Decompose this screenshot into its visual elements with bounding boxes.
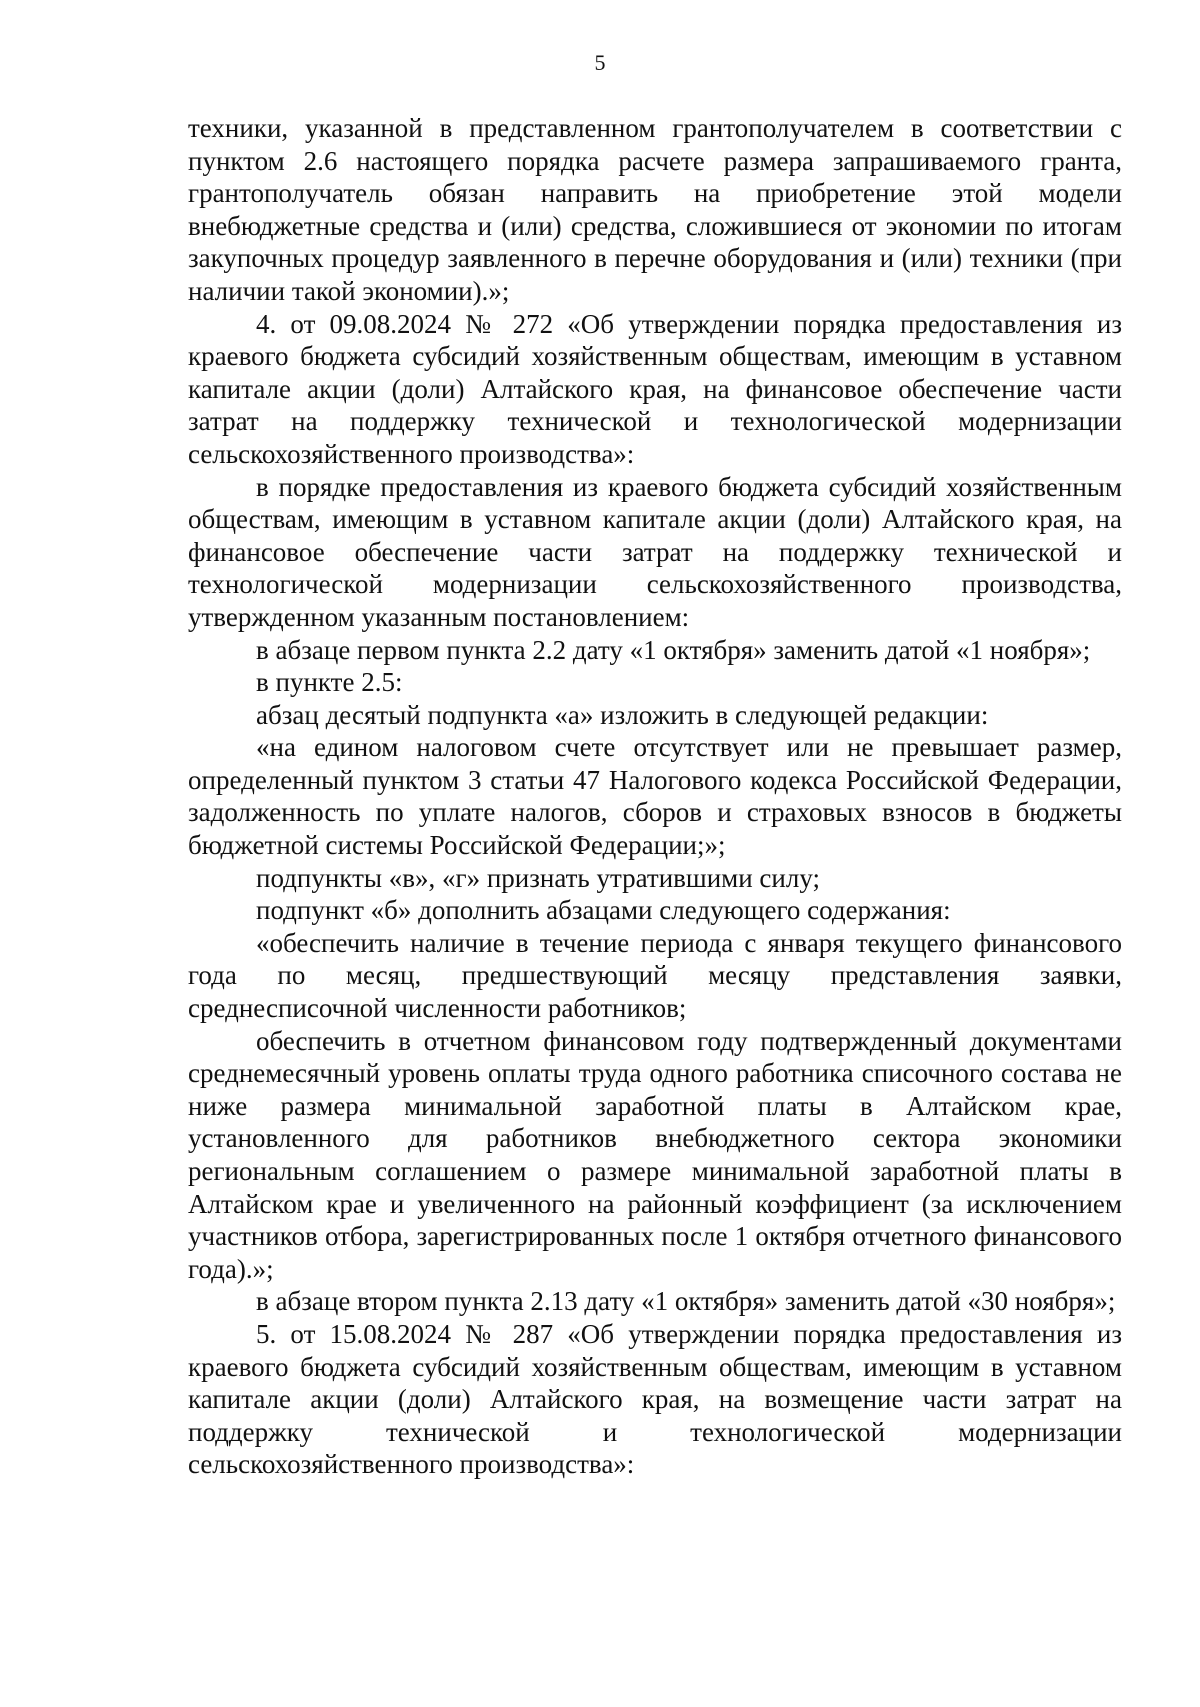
paragraph-quoted-headcount: «обеспечить наличие в течение периода с января текущего финансового года по месяц, предшествующий месяцу представления заявки, среднесписочной численности работников;	[188, 927, 1122, 1024]
paragraph-clause-2-5: в пункте 2.5:	[256, 667, 403, 698]
paragraph-item-5: 5. от 15.08.2024 № 287 «Об утверждении порядка предоставления из краевого бюджета субсидий хозяйственным обществам, имеющим в уставном капитале акции (доли) Алтайского края, на возмещение части затрат на поддержку технической и технологической модернизации сельскохозяйственного производства»:	[188, 1318, 1122, 1480]
page-number: 5	[594, 50, 606, 75]
paragraph-subclause-b: подпункт «б» дополнить абзацами следующего содержания:	[256, 895, 951, 926]
paragraph-clause-2-13: в абзаце втором пункта 2.13 дату «1 октября» заменить датой «30 ноября»;	[256, 1286, 1116, 1317]
paragraph-quoted-wages: обеспечить в отчетном финансовом году подтвержденный документами среднемесячный уровень оплаты труда одного работника списочного состава не ниже размера минимальной заработной платы в Алтайском крае, установленного для работников внебюджетного сектора экономики региональным соглашением о размере минимальной заработной платы в Алтайском крае и увеличенного на районный коэффициент (за исключением участников отбора, зарегистрированных после 1 октября отчетного финансового года).»;	[188, 1025, 1122, 1284]
paragraph-amendment-intro: в порядке предоставления из краевого бюджета субсидий хозяйственным обществам, имеющим в уставном капитале акции (доли) Алтайского края, на финансовое обеспечение части затрат на поддержку технической и технологической модернизации сельскохозяйственного производства, утвержденном указанным постановлением:	[188, 471, 1122, 632]
paragraph-clause-2-2: в абзаце первом пункта 2.2 дату «1 октября» заменить датой «1 ноября»;	[256, 634, 1091, 665]
document-body	[188, 112, 1122, 1481]
paragraph-item-4: 4. от 09.08.2024 № 272 «Об утверждении порядка предоставления из краевого бюджета субсидий хозяйственным обществам, имеющим в уставном капитале акции (доли) Алтайского края, на финансовое обеспечение части затрат на поддержку технической и технологической модернизации сельскохозяйственного производства»:	[188, 308, 1122, 469]
paragraph-continuation: техники, указанной в представленном грантополучателем в соответствии с пунктом 2.6 настоящего порядка расчете размера запрашиваемого гранта, грантополучатель обязан направить на приобретение этой модели внебюджетные средства и (или) средства, сложившиеся от экономии по итогам закупочных процедур заявленного в перечне оборудования и (или) техники (при наличии такой экономии).»;	[188, 113, 1122, 306]
paragraph-subclause-a: абзац десятый подпункта «а» изложить в следующей редакции:	[256, 699, 989, 730]
paragraph-quoted-tax: «на едином налоговом счете отсутствует или не превышает размер, определенный пунктом 3 статьи 47 Налогового кодекса Российской Федерации, задолженность по уплате налогов, сборов и страховых взносов в бюджеты бюджетной системы Российской Федерации;»;	[188, 732, 1122, 861]
paragraph-subclauses-repealed: подпункты «в», «г» признать утратившими силу;	[256, 862, 820, 893]
